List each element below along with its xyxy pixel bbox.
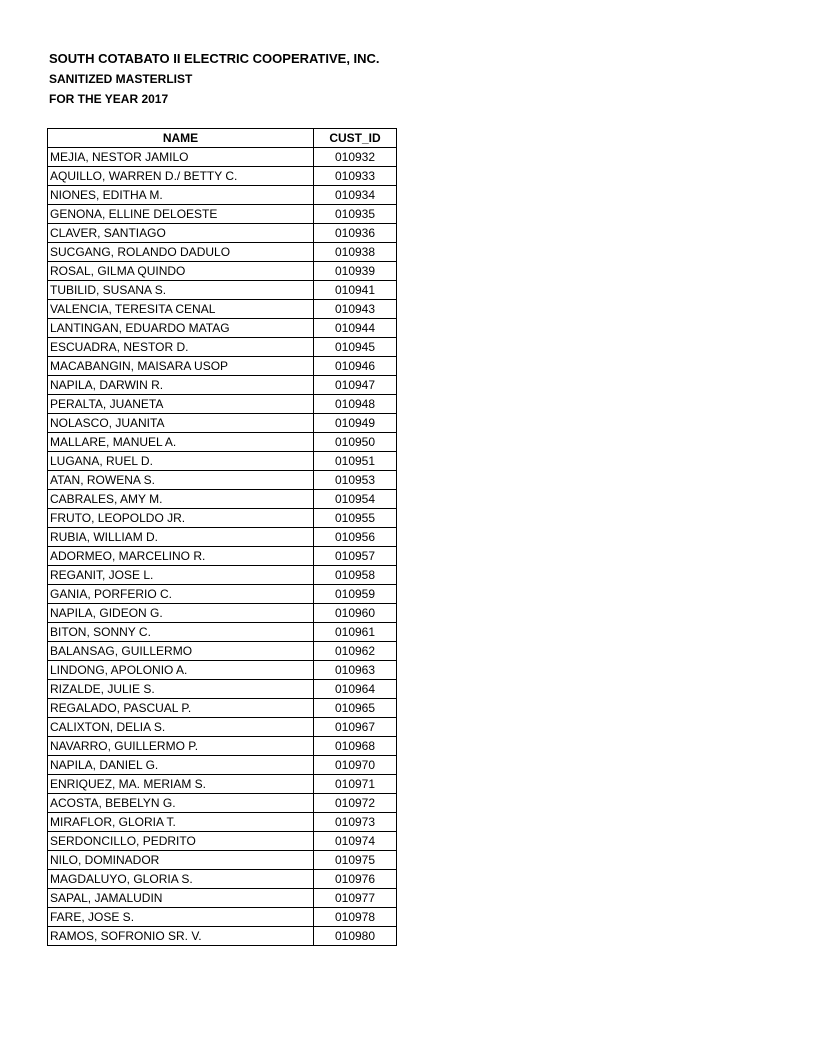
customer-name-cell: VALENCIA, TERESITA CENAL <box>48 300 314 319</box>
customer-id-cell: 010948 <box>314 395 397 414</box>
customer-id-cell: 010963 <box>314 661 397 680</box>
customer-id-cell: 010970 <box>314 756 397 775</box>
customer-name-cell: NAPILA, DANIEL G. <box>48 756 314 775</box>
customer-name-cell: SUCGANG, ROLANDO DADULO <box>48 243 314 262</box>
table-row <box>48 699 397 718</box>
customer-id-cell: 010974 <box>314 832 397 851</box>
document-subtitle: SANITIZED MASTERLIST <box>49 72 193 86</box>
table-row <box>48 547 397 566</box>
table-row <box>48 737 397 756</box>
customer-id-cell: 010967 <box>314 718 397 737</box>
customer-name-cell: SAPAL, JAMALUDIN <box>48 889 314 908</box>
customer-name-cell: NAPILA, GIDEON G. <box>48 604 314 623</box>
table-row <box>48 471 397 490</box>
customer-id-cell: 010950 <box>314 433 397 452</box>
customer-id-cell: 010934 <box>314 186 397 205</box>
customer-name-cell: MEJIA, NESTOR JAMILO <box>48 148 314 167</box>
document-year: FOR THE YEAR 2017 <box>49 92 169 106</box>
customer-id-cell: 010962 <box>314 642 397 661</box>
table-row <box>48 452 397 471</box>
table-row <box>48 927 397 946</box>
table-row <box>48 661 397 680</box>
customer-name-cell: MIRAFLOR, GLORIA T. <box>48 813 314 832</box>
customer-id-cell: 010947 <box>314 376 397 395</box>
column-header-name: NAME <box>48 129 314 148</box>
table-row <box>48 338 397 357</box>
table-row <box>48 889 397 908</box>
customer-id-cell: 010958 <box>314 566 397 585</box>
customer-name-cell: NOLASCO, JUANITA <box>48 414 314 433</box>
customer-id-cell: 010954 <box>314 490 397 509</box>
customer-id-cell: 010961 <box>314 623 397 642</box>
customer-name-cell: GANIA, PORFERIO C. <box>48 585 314 604</box>
customer-name-cell: NAVARRO, GUILLERMO P. <box>48 737 314 756</box>
table-row <box>48 566 397 585</box>
table-row <box>48 262 397 281</box>
customer-id-cell: 010949 <box>314 414 397 433</box>
customer-name-cell: FARE, JOSE S. <box>48 908 314 927</box>
table-row <box>48 528 397 547</box>
customer-id-cell: 010941 <box>314 281 397 300</box>
table-row <box>48 395 397 414</box>
customer-id-cell: 010943 <box>314 300 397 319</box>
customer-name-cell: ATAN, ROWENA S. <box>48 471 314 490</box>
customer-id-cell: 010973 <box>314 813 397 832</box>
customer-id-cell: 010980 <box>314 927 397 946</box>
customer-id-cell: 010965 <box>314 699 397 718</box>
table-row <box>48 870 397 889</box>
table-row <box>48 832 397 851</box>
customer-id-cell: 010932 <box>314 148 397 167</box>
customer-name-cell: TUBILID, SUSANA S. <box>48 281 314 300</box>
table-row <box>48 376 397 395</box>
customer-name-cell: CALIXTON, DELIA S. <box>48 718 314 737</box>
customer-id-cell: 010971 <box>314 775 397 794</box>
customer-id-cell: 010960 <box>314 604 397 623</box>
customer-id-cell: 010935 <box>314 205 397 224</box>
customer-name-cell: LINDONG, APOLONIO A. <box>48 661 314 680</box>
customer-name-cell: NIONES, EDITHA M. <box>48 186 314 205</box>
customer-id-cell: 010933 <box>314 167 397 186</box>
customer-id-cell: 010951 <box>314 452 397 471</box>
customer-name-cell: AQUILLO, WARREN D./ BETTY C. <box>48 167 314 186</box>
customer-id-cell: 010964 <box>314 680 397 699</box>
customer-name-cell: MAGDALUYO, GLORIA S. <box>48 870 314 889</box>
table-row <box>48 243 397 262</box>
table-row <box>48 756 397 775</box>
table-row <box>48 642 397 661</box>
customer-id-cell: 010936 <box>314 224 397 243</box>
customer-name-cell: ACOSTA, BEBELYN G. <box>48 794 314 813</box>
customer-id-cell: 010956 <box>314 528 397 547</box>
table-row <box>48 490 397 509</box>
customer-id-cell: 010959 <box>314 585 397 604</box>
column-header-cust-id: CUST_ID <box>314 129 397 148</box>
masterlist-table <box>47 128 397 946</box>
organization-name: SOUTH COTABATO II ELECTRIC COOPERATIVE, INC. <box>49 51 380 66</box>
customer-name-cell: RAMOS, SOFRONIO SR. V. <box>48 927 314 946</box>
customer-id-cell: 010975 <box>314 851 397 870</box>
table-row <box>48 186 397 205</box>
customer-name-cell: LANTINGAN, EDUARDO MATAG <box>48 319 314 338</box>
customer-name-cell: ADORMEO, MARCELINO R. <box>48 547 314 566</box>
customer-name-cell: PERALTA, JUANETA <box>48 395 314 414</box>
customer-id-cell: 010945 <box>314 338 397 357</box>
customer-id-cell: 010977 <box>314 889 397 908</box>
customer-id-cell: 010938 <box>314 243 397 262</box>
customer-name-cell: RIZALDE, JULIE S. <box>48 680 314 699</box>
customer-id-cell: 010944 <box>314 319 397 338</box>
customer-name-cell: CLAVER, SANTIAGO <box>48 224 314 243</box>
table-row <box>48 281 397 300</box>
customer-name-cell: BITON, SONNY C. <box>48 623 314 642</box>
table-row <box>48 851 397 870</box>
table-row <box>48 300 397 319</box>
customer-name-cell: MACABANGIN, MAISARA USOP <box>48 357 314 376</box>
table-row <box>48 319 397 338</box>
customer-name-cell: CABRALES, AMY M. <box>48 490 314 509</box>
customer-id-cell: 010972 <box>314 794 397 813</box>
table-row <box>48 205 397 224</box>
table-row <box>48 604 397 623</box>
customer-name-cell: RUBIA, WILLIAM D. <box>48 528 314 547</box>
table-row <box>48 224 397 243</box>
customer-id-cell: 010957 <box>314 547 397 566</box>
table-row <box>48 148 397 167</box>
customer-name-cell: LUGANA, RUEL D. <box>48 452 314 471</box>
customer-name-cell: ESCUADRA, NESTOR D. <box>48 338 314 357</box>
table-row <box>48 167 397 186</box>
customer-id-cell: 010939 <box>314 262 397 281</box>
customer-name-cell: REGANIT, JOSE L. <box>48 566 314 585</box>
table-header-row <box>48 129 397 148</box>
table-row <box>48 357 397 376</box>
table-row <box>48 718 397 737</box>
customer-name-cell: BALANSAG, GUILLERMO <box>48 642 314 661</box>
customer-name-cell: ENRIQUEZ, MA. MERIAM S. <box>48 775 314 794</box>
document-header <box>49 49 380 109</box>
customer-name-cell: SERDONCILLO, PEDRITO <box>48 832 314 851</box>
customer-name-cell: ROSAL, GILMA QUINDO <box>48 262 314 281</box>
table-row <box>48 908 397 927</box>
table-row <box>48 509 397 528</box>
customer-id-cell: 010978 <box>314 908 397 927</box>
table-row <box>48 433 397 452</box>
customer-id-cell: 010955 <box>314 509 397 528</box>
customer-name-cell: MALLARE, MANUEL A. <box>48 433 314 452</box>
table-row <box>48 680 397 699</box>
table-body <box>48 148 397 946</box>
customer-id-cell: 010946 <box>314 357 397 376</box>
table-row <box>48 813 397 832</box>
table-row <box>48 414 397 433</box>
customer-name-cell: GENONA, ELLINE DELOESTE <box>48 205 314 224</box>
customer-id-cell: 010968 <box>314 737 397 756</box>
customer-id-cell: 010976 <box>314 870 397 889</box>
table-row <box>48 623 397 642</box>
customer-name-cell: NAPILA, DARWIN R. <box>48 376 314 395</box>
table-row <box>48 585 397 604</box>
table-row <box>48 794 397 813</box>
table-row <box>48 775 397 794</box>
customer-id-cell: 010953 <box>314 471 397 490</box>
customer-name-cell: FRUTO, LEOPOLDO JR. <box>48 509 314 528</box>
customer-name-cell: NILO, DOMINADOR <box>48 851 314 870</box>
customer-name-cell: REGALADO, PASCUAL P. <box>48 699 314 718</box>
